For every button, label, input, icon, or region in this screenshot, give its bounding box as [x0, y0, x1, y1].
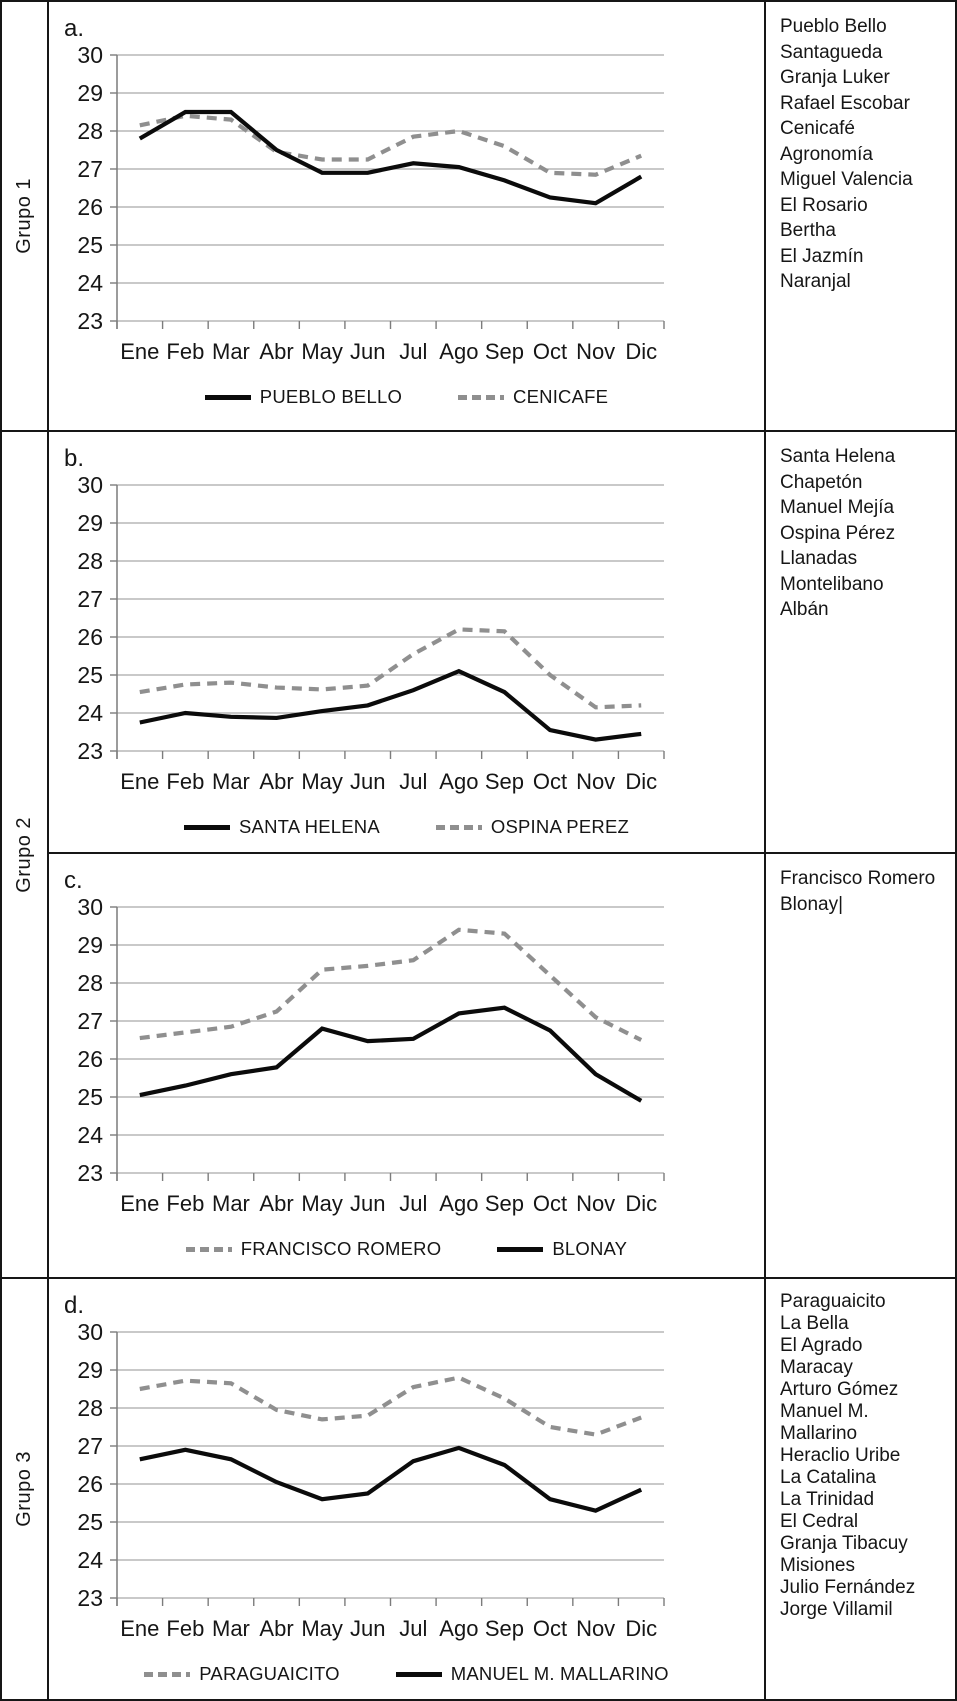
series-line-cenicafe — [140, 116, 641, 175]
x-tick-label-dic: Dic — [625, 1616, 658, 1641]
x-tick-label-may: May — [301, 1616, 343, 1641]
x-tick-label-oct: Oct — [532, 339, 568, 364]
legend-item-cenicafe — [458, 386, 608, 408]
legend-item-santa-helena — [184, 816, 380, 838]
panel-b-station-list — [780, 444, 947, 623]
x-tick-label-ene: Ene — [120, 769, 160, 794]
station-name: Bertha — [780, 220, 836, 241]
legend-item-ospina-perez — [436, 816, 629, 838]
x-tick-label-jun: Jun — [349, 1616, 386, 1641]
legend-label: PUEBLO BELLO — [259, 386, 403, 407]
y-tick-label-29: 29 — [77, 932, 103, 958]
panel-c-station-list — [780, 866, 947, 917]
chart-svg-panel-a — [49, 8, 764, 373]
station-name: Montelibano — [780, 573, 884, 595]
x-tick-label-oct: Oct — [532, 1191, 568, 1216]
x-tick-label-may: May — [301, 1191, 343, 1216]
panel-a-chart-cell — [49, 2, 764, 430]
panel-c-station-list-cell — [766, 854, 955, 1277]
y-tick-label-24: 24 — [77, 700, 103, 726]
station-name: Paraguaicito — [780, 1291, 886, 1312]
group-cell-grupo-1 — [2, 2, 47, 430]
y-tick-label-27: 27 — [77, 1433, 103, 1459]
station-name: Miguel Valencia — [780, 169, 913, 190]
y-tick-label-28: 28 — [77, 118, 103, 144]
solid-line-sample-icon — [396, 1672, 442, 1677]
y-tick-label-26: 26 — [77, 194, 103, 220]
y-tick-label-30: 30 — [77, 1319, 103, 1345]
y-tick-label-26: 26 — [77, 1046, 103, 1072]
y-tick-label-28: 28 — [77, 1395, 103, 1421]
x-tick-label-feb: Feb — [166, 1616, 205, 1641]
y-tick-label-26: 26 — [77, 624, 103, 650]
group-label-grupo-3: Grupo 3 — [13, 1451, 35, 1527]
x-tick-label-sep: Sep — [484, 339, 525, 364]
legend-label: BLONAY — [552, 1238, 628, 1259]
x-tick-label-sep: Sep — [484, 769, 525, 794]
station-name: Chapetón — [780, 471, 863, 493]
dashed-line-sample-icon — [186, 1247, 232, 1252]
chart-svg-panel-c — [49, 860, 764, 1225]
station-name: Arturo Gómez — [780, 1379, 899, 1400]
station-name: La Catalina — [780, 1467, 877, 1488]
x-tick-label-feb: Feb — [166, 339, 205, 364]
station-name: Jorge Villamil — [780, 1599, 893, 1620]
legend-panel-b — [49, 816, 764, 838]
panel-c-letter: c. — [64, 867, 83, 894]
x-tick-label-ene: Ene — [120, 1191, 160, 1216]
group-label-grupo-2: Grupo 2 — [13, 816, 35, 893]
y-tick-label-27: 27 — [77, 1008, 103, 1034]
x-tick-label-jul: Jul — [399, 1191, 428, 1216]
x-tick-label-feb: Feb — [166, 769, 205, 794]
station-name: Santagueda — [780, 41, 883, 63]
series-line-francisco-romero — [140, 930, 641, 1040]
x-tick-label-dic: Dic — [625, 1191, 658, 1216]
x-tick-label-mar: Mar — [212, 769, 250, 794]
station-name: Julio Fernández — [780, 1577, 916, 1598]
y-tick-label-25: 25 — [77, 1509, 103, 1535]
y-tick-label-25: 25 — [77, 232, 103, 258]
panel-b-station-list-cell — [766, 432, 955, 852]
y-tick-label-23: 23 — [77, 738, 103, 764]
solid-line-sample-icon — [184, 825, 230, 830]
panel-d-station-list — [780, 1291, 947, 1621]
y-tick-label-30: 30 — [77, 894, 103, 920]
y-tick-label-23: 23 — [77, 1160, 103, 1186]
station-name: Granja Luker — [780, 67, 890, 88]
x-tick-label-jul: Jul — [399, 1616, 428, 1641]
x-tick-label-jun: Jun — [349, 339, 386, 364]
x-tick-label-ene: Ene — [120, 1616, 160, 1641]
station-name: Llanadas — [780, 548, 858, 569]
series-line-blonay — [140, 1008, 641, 1101]
x-tick-label-dic: Dic — [625, 769, 658, 794]
legend-panel-a — [49, 386, 764, 408]
solid-line-sample-icon — [497, 1247, 543, 1252]
panel-a-station-list — [780, 14, 947, 295]
station-name: El Cedral — [780, 1511, 859, 1532]
x-tick-label-abr: Abr — [259, 1191, 294, 1216]
x-tick-label-ago: Ago — [439, 1191, 479, 1216]
panel-d-station-list-cell — [766, 1279, 955, 1699]
y-tick-label-28: 28 — [77, 548, 103, 574]
y-tick-label-27: 27 — [77, 586, 103, 612]
legend-label: FRANCISCO ROMERO — [240, 1238, 442, 1259]
y-tick-label-29: 29 — [77, 1357, 103, 1383]
y-tick-label-26: 26 — [77, 1471, 103, 1497]
x-tick-label-sep: Sep — [484, 1616, 525, 1641]
station-name: Naranjal — [780, 271, 851, 292]
x-tick-label-ene: Ene — [120, 339, 160, 364]
station-name: El Agrado — [780, 1335, 863, 1356]
x-tick-label-nov: Nov — [576, 339, 616, 364]
x-tick-label-ago: Ago — [439, 769, 479, 794]
x-tick-label-dic: Dic — [625, 339, 658, 364]
panel-d-letter: d. — [64, 1292, 85, 1319]
station-name: Granja Tibacuy — [780, 1533, 908, 1554]
station-name: Cenicafé — [780, 118, 855, 139]
station-name: Misiones — [780, 1555, 855, 1576]
station-name: El Jazmín — [780, 245, 864, 267]
x-tick-label-feb: Feb — [166, 1191, 205, 1216]
x-tick-label-jul: Jul — [399, 769, 428, 794]
station-name: Santa Helena — [780, 446, 896, 467]
y-tick-label-24: 24 — [77, 1122, 103, 1148]
dashed-line-sample-icon — [458, 395, 504, 400]
y-tick-label-27: 27 — [77, 156, 103, 182]
chart-svg-panel-d — [49, 1285, 764, 1650]
x-tick-label-oct: Oct — [532, 769, 568, 794]
solid-line-sample-icon — [205, 395, 251, 400]
panel-b-letter: b. — [64, 445, 85, 472]
station-name: Rafael Escobar — [780, 92, 910, 114]
dashed-line-sample-icon — [436, 825, 482, 830]
x-tick-label-abr: Abr — [259, 769, 294, 794]
chart-svg-panel-b — [49, 438, 764, 803]
group-cell-grupo-3 — [2, 1279, 47, 1699]
y-tick-label-30: 30 — [77, 472, 103, 498]
y-tick-label-23: 23 — [77, 1585, 103, 1611]
legend-panel-c — [49, 1238, 764, 1260]
station-name: Ospina Pérez — [780, 522, 896, 544]
panel-c-chart-cell — [49, 854, 764, 1277]
panel-b-chart-cell — [49, 432, 764, 852]
panel-d-chart-cell — [49, 1279, 764, 1699]
legend-panel-d — [49, 1663, 764, 1685]
dashed-line-sample-icon — [144, 1672, 190, 1677]
x-tick-label-mar: Mar — [212, 1616, 250, 1641]
y-tick-label-24: 24 — [77, 270, 103, 296]
y-tick-label-29: 29 — [77, 80, 103, 106]
y-tick-label-24: 24 — [77, 1547, 103, 1573]
x-tick-label-oct: Oct — [532, 1616, 568, 1641]
panel-a-station-list-cell — [766, 2, 955, 430]
x-tick-label-ago: Ago — [439, 339, 479, 364]
legend-item-blonay — [497, 1238, 627, 1260]
legend-label: CENICAFE — [513, 386, 609, 407]
station-name: Blonay| — [780, 893, 844, 915]
station-name: Agronomía — [780, 143, 873, 165]
x-tick-label-may: May — [301, 339, 343, 364]
station-name: Maracay — [780, 1357, 853, 1378]
legend-item-francisco-romero — [186, 1238, 442, 1260]
x-tick-label-mar: Mar — [212, 1191, 250, 1216]
x-tick-label-ago: Ago — [439, 1616, 479, 1641]
x-tick-label-mar: Mar — [212, 339, 250, 364]
station-name: La Trinidad — [780, 1489, 875, 1510]
legend-label: OSPINA PEREZ — [490, 816, 629, 837]
x-tick-label-jun: Jun — [349, 769, 386, 794]
series-line-pueblo-bello — [140, 112, 641, 203]
x-tick-label-abr: Abr — [259, 1616, 294, 1641]
y-tick-label-28: 28 — [77, 970, 103, 996]
x-tick-label-jul: Jul — [399, 339, 428, 364]
station-name: El Rosario — [780, 194, 868, 216]
y-tick-label-30: 30 — [77, 42, 103, 68]
x-tick-label-sep: Sep — [484, 1191, 525, 1216]
x-tick-label-jun: Jun — [349, 1191, 386, 1216]
group-cell-grupo-2 — [2, 432, 47, 1277]
legend-item-manuel-m-mallarino — [396, 1663, 669, 1685]
station-name: La Bella — [780, 1313, 849, 1334]
legend-item-paraguaicito — [144, 1663, 340, 1685]
y-tick-label-25: 25 — [77, 1084, 103, 1110]
x-tick-label-may: May — [301, 769, 343, 794]
station-name: Manuel Mejía — [780, 497, 895, 518]
legend-label: MANUEL M. MALLARINO — [450, 1663, 669, 1684]
x-tick-label-nov: Nov — [576, 1616, 616, 1641]
station-name: Heraclio Uribe — [780, 1445, 901, 1466]
legend-label: PARAGUAICITO — [199, 1663, 340, 1684]
panel-a-letter: a. — [64, 15, 85, 42]
x-tick-label-nov: Nov — [576, 769, 616, 794]
x-tick-label-nov: Nov — [576, 1191, 616, 1216]
legend-item-pueblo-bello — [205, 386, 402, 408]
station-name: Albán — [780, 599, 829, 620]
y-tick-label-25: 25 — [77, 662, 103, 688]
y-tick-label-23: 23 — [77, 308, 103, 334]
y-tick-label-29: 29 — [77, 510, 103, 536]
station-name: Francisco Romero — [780, 868, 936, 889]
group-label-grupo-1: Grupo 1 — [13, 178, 35, 254]
series-line-manuel-m-mallarino — [140, 1448, 641, 1511]
station-name: Manuel M. Mallarino — [780, 1401, 869, 1444]
station-name: Pueblo Bello — [780, 16, 887, 37]
series-line-paraguaicito — [140, 1378, 641, 1435]
legend-label: SANTA HELENA — [239, 816, 380, 837]
x-tick-label-abr: Abr — [259, 339, 294, 364]
